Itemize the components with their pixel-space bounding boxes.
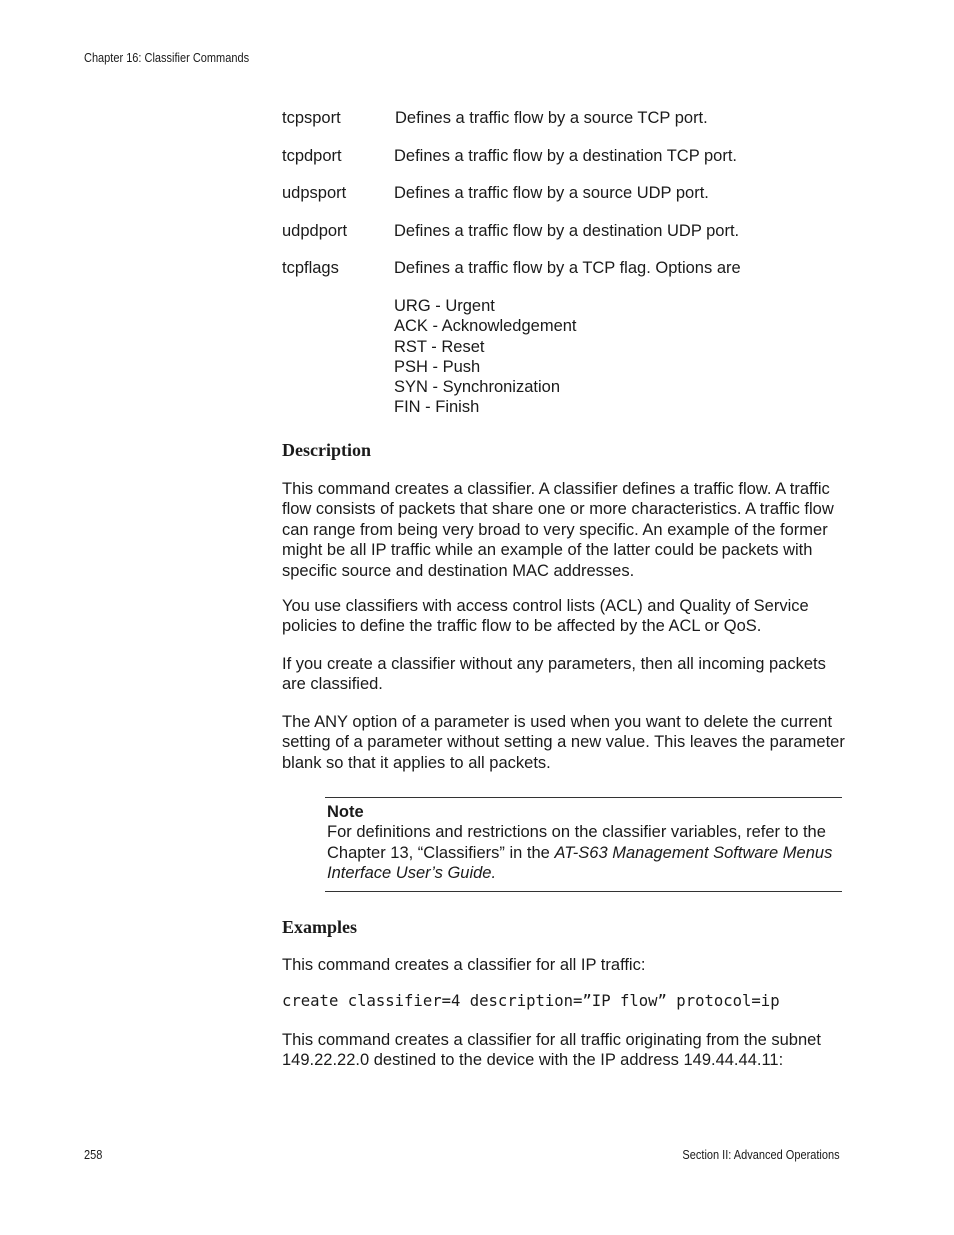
tcp-flag-item: PSH - Push <box>394 357 481 376</box>
running-header: Chapter 16: Classifier Commands <box>84 51 250 65</box>
description-paragraph: This command creates a classifier. A classifier defines a traffic flow. A traffic flow consists of packets that share one or more characteristics. A traffic flow can range from being very broad to very specific. An example of the former might be all IP traffic while an example of the latter could be packets with specific source and destination MAC addresses. <box>282 480 834 580</box>
tcp-flag-item: RST - Reset <box>394 337 485 356</box>
param-desc-udpsport: Defines a traffic flow by a source UDP port. <box>394 184 709 202</box>
note-guide-title: AT-S63 Management Software Menus Interface User’s Guide. <box>327 843 833 882</box>
param-name-tcpsport: tcpsport <box>282 109 341 127</box>
description-paragraph: The ANY option of a parameter is used when you want to delete the current setting of a parameter without setting a new value. This leaves the parameter blank so that it applies to all packets. <box>282 713 845 772</box>
description-heading: Description <box>282 440 371 460</box>
tcp-flag-item: FIN - Finish <box>394 398 480 417</box>
param-desc-tcpsport: Defines a traffic flow by a source TCP port. <box>395 109 708 127</box>
param-name-udpdport: udpdport <box>282 222 348 240</box>
param-desc-tcpflags: Defines a traffic flow by a TCP flag. Options are <box>394 259 741 277</box>
note-title: Note <box>327 803 364 821</box>
note-body <box>327 822 847 884</box>
note-box <box>325 797 842 892</box>
page-number: 258 <box>84 1148 103 1162</box>
examples-heading: Examples <box>282 917 358 937</box>
examples-followup: This command creates a classifier for all traffic originating from the subnet 149.22.22.0 destined to the device with the IP address 149.44.44.11: <box>282 1031 821 1070</box>
tcp-flag-item: URG - Urgent <box>394 297 495 315</box>
param-name-tcpflags: tcpflags <box>282 259 339 277</box>
note-text: For definitions and restrictions on the classifier variables, refer to the Chapter 13, “Classifiers” in the <box>327 823 826 862</box>
tcp-flag-list <box>394 296 577 418</box>
param-name-udpsport: udpsport <box>282 184 347 202</box>
description-paragraph: You use classifiers with access control lists (ACL) and Quality of Service policies to define the traffic flow to be affected by the ACL or QoS. <box>282 597 809 636</box>
tcp-flag-item: SYN - Synchronization <box>394 378 560 397</box>
tcp-flag-item: ACK - Acknowledgement <box>394 317 577 336</box>
description-paragraph: If you create a classifier without any parameters, then all incoming packets are classified. <box>282 655 826 694</box>
example-command: create classifier=4 description=”IP flow” protocol=ip <box>282 992 780 1010</box>
examples-intro: This command creates a classifier for all IP traffic: <box>282 956 646 974</box>
section-footer: Section II: Advanced Operations <box>682 1148 840 1162</box>
param-desc-tcpdport: Defines a traffic flow by a destination TCP port. <box>394 147 738 165</box>
param-desc-udpdport: Defines a traffic flow by a destination UDP port. <box>394 222 740 240</box>
param-name-tcpdport: tcpdport <box>282 147 342 165</box>
